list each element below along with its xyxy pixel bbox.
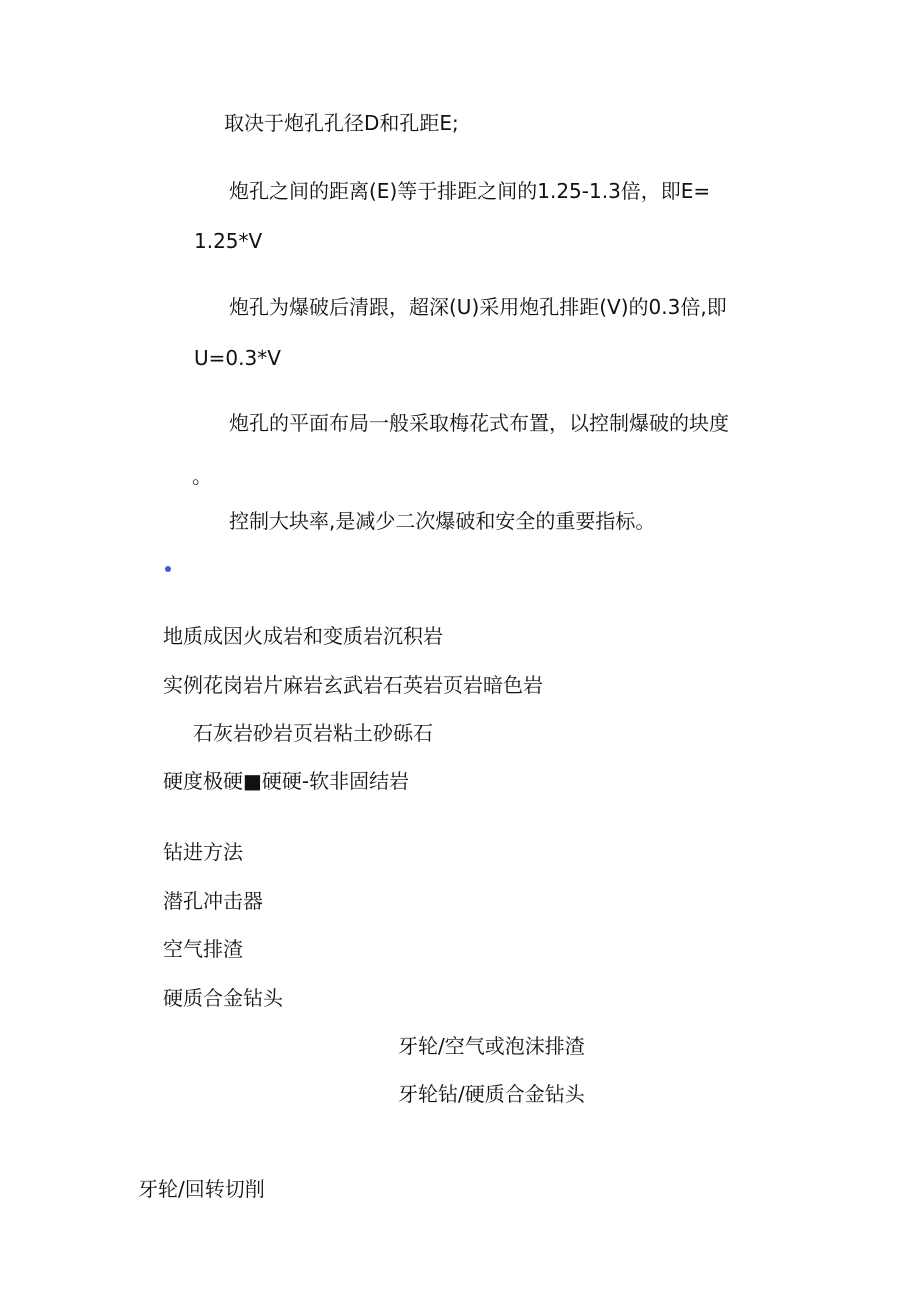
paragraph-line: 。	[192, 464, 212, 488]
table-row-text: 硬质合金钻头	[163, 986, 283, 1010]
table-row-text: 地质成因火成岩和变质岩沉积岩	[163, 624, 443, 648]
paragraph-line: 炮孔的平面布局一般采取梅花式布置，以控制爆破的块度	[229, 411, 729, 435]
table-row-text: 硬度极硬■硬硬-软非固结岩	[163, 769, 410, 793]
paragraph-line: 控制大块率,是减少二次爆破和安全的重要指标。	[229, 509, 656, 533]
table-row-text: 牙轮/空气或泡沫排渣	[398, 1034, 585, 1058]
table-row-text: 牙轮钻/硬质合金钻头	[398, 1082, 585, 1106]
table-row-text: 空气排渣	[163, 937, 243, 961]
table-row-text: 石灰岩砂岩页岩粘土砂砾石	[193, 721, 433, 745]
table-row-text: 实例花岗岩片麻岩玄武岩石英岩页岩暗色岩	[163, 673, 543, 697]
paragraph-line: 炮孔为爆破后清跟，超深(U)采用炮孔排距(V)的0.3倍,即	[229, 295, 727, 319]
table-row-text: 牙轮/回转切削	[138, 1177, 265, 1201]
table-row-text: 潜孔冲击器	[163, 889, 263, 913]
paragraph-line: 1.25*V	[194, 229, 263, 253]
table-row-text: 钻进方法	[163, 840, 243, 864]
bullet-dot	[165, 566, 171, 572]
paragraph-line: 炮孔之间的距离(E)等于排距之间的1.25-1.3倍，即E=	[229, 179, 711, 203]
paragraph-line: 取决于炮孔孔径D和孔距E;	[224, 111, 459, 135]
paragraph-line: U=0.3*V	[194, 346, 281, 370]
